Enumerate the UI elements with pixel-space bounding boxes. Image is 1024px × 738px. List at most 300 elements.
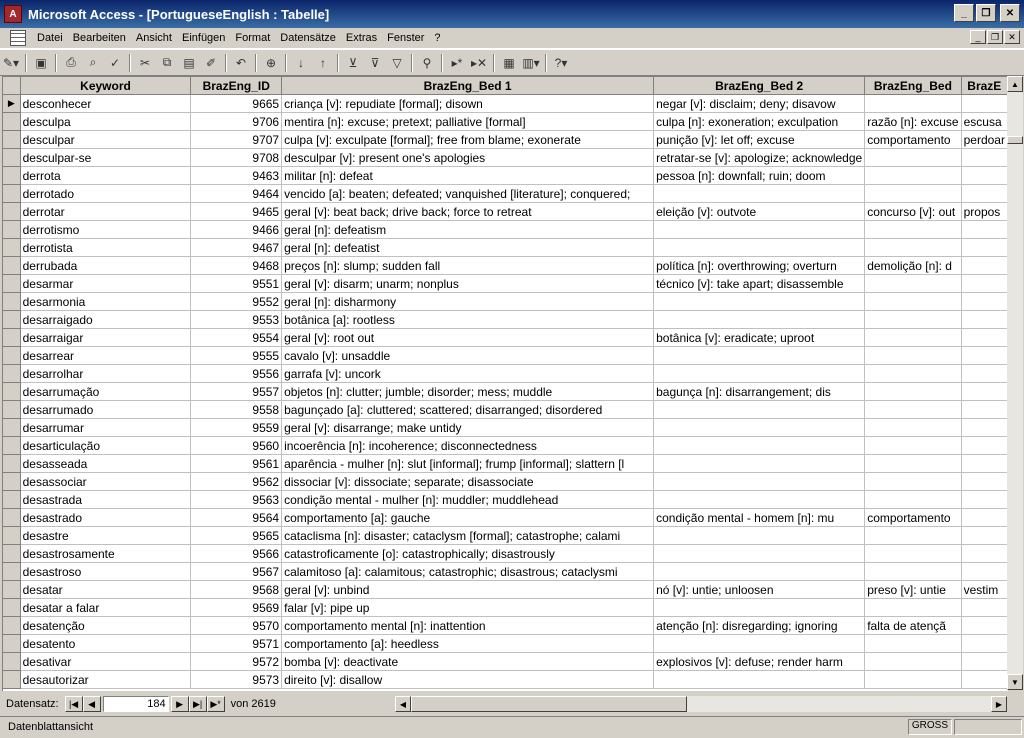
table-cell[interactable]: [865, 239, 961, 257]
table-cell[interactable]: eleição [v]: outvote: [654, 203, 865, 221]
scroll-down-icon[interactable]: ▼: [1007, 674, 1023, 690]
table-cell[interactable]: 9559: [191, 419, 282, 437]
table-cell[interactable]: catastroficamente [o]: catastrophically; disastrously: [282, 545, 654, 563]
table-cell[interactable]: 9467: [191, 239, 282, 257]
table-cell[interactable]: desatar a falar: [20, 599, 191, 617]
table-row[interactable]: [3, 347, 1008, 365]
access-key-icon[interactable]: A: [4, 5, 22, 23]
table-cell[interactable]: [961, 293, 1007, 311]
table-row[interactable]: [3, 167, 1008, 185]
find-icon[interactable]: ⚲: [422, 55, 432, 70]
record-selector[interactable]: [3, 491, 20, 509]
table-cell[interactable]: condição mental - homem [n]: mu: [654, 509, 865, 527]
column-header-bed2[interactable]: BrazEng_Bed 2: [654, 77, 865, 95]
table-cell[interactable]: atenção [n]: disregarding; ignoring: [654, 617, 865, 635]
record-selector[interactable]: [3, 473, 20, 491]
table-cell[interactable]: comportamento [a]: gauche: [282, 509, 654, 527]
table-cell[interactable]: 9572: [191, 653, 282, 671]
table-cell[interactable]: [865, 401, 961, 419]
record-selector[interactable]: [3, 545, 20, 563]
menu-datei[interactable]: Datei: [37, 32, 63, 44]
table-cell[interactable]: [961, 185, 1007, 203]
table-cell[interactable]: aparência - mulher [n]: slut [informal]; frump [informal]; slattern [l: [282, 455, 654, 473]
table-cell[interactable]: 9555: [191, 347, 282, 365]
table-cell[interactable]: geral [v]: beat back; drive back; force to retreat: [282, 203, 654, 221]
table-cell[interactable]: perdoar: [961, 131, 1007, 149]
table-cell[interactable]: falar [v]: pipe up: [282, 599, 654, 617]
table-cell[interactable]: [654, 401, 865, 419]
table-cell[interactable]: 9564: [191, 509, 282, 527]
menu-ansicht[interactable]: Ansicht: [135, 32, 172, 44]
properties-icon[interactable]: ▦: [503, 55, 515, 70]
record-selector[interactable]: [3, 239, 20, 257]
table-cell[interactable]: [961, 437, 1007, 455]
table-cell[interactable]: geral [v]: disarrange; make untidy: [282, 419, 654, 437]
table-row[interactable]: [3, 545, 1008, 563]
table-cell[interactable]: [654, 365, 865, 383]
table-cell[interactable]: desativar: [20, 653, 191, 671]
next-record-icon[interactable]: ▶: [171, 696, 189, 712]
table-cell[interactable]: [961, 419, 1007, 437]
table-row[interactable]: [3, 149, 1008, 167]
table-cell[interactable]: política [n]: overthrowing; overturn: [654, 257, 865, 275]
table-cell[interactable]: vestim: [961, 581, 1007, 599]
table-row[interactable]: [3, 185, 1008, 203]
record-selector[interactable]: [3, 203, 20, 221]
table-row[interactable]: [3, 203, 1008, 221]
table-cell[interactable]: [961, 239, 1007, 257]
undo-icon[interactable]: ↶: [235, 55, 247, 70]
table-cell[interactable]: desarticulação: [20, 437, 191, 455]
table-cell[interactable]: garrafa [v]: uncork: [282, 365, 654, 383]
table-cell[interactable]: 9463: [191, 167, 282, 185]
table-cell[interactable]: 9557: [191, 383, 282, 401]
doc-restore-icon[interactable]: ❐: [987, 30, 1003, 44]
table-row[interactable]: [3, 311, 1008, 329]
datasheet-icon[interactable]: [10, 30, 26, 46]
table-cell[interactable]: [961, 509, 1007, 527]
table-cell[interactable]: [961, 95, 1007, 113]
table-cell[interactable]: [961, 383, 1007, 401]
table-row[interactable]: [3, 383, 1008, 401]
last-record-icon[interactable]: ▶|: [189, 696, 207, 712]
menu-format[interactable]: Format: [235, 32, 271, 44]
table-cell[interactable]: [961, 527, 1007, 545]
table-cell[interactable]: [865, 293, 961, 311]
table-cell[interactable]: desastrado: [20, 509, 191, 527]
table-cell[interactable]: 9569: [191, 599, 282, 617]
table-cell[interactable]: desarraigado: [20, 311, 191, 329]
table-cell[interactable]: [961, 599, 1007, 617]
record-selector[interactable]: [3, 437, 20, 455]
table-cell[interactable]: 9571: [191, 635, 282, 653]
table-cell[interactable]: [961, 491, 1007, 509]
table-cell[interactable]: [961, 275, 1007, 293]
table-cell[interactable]: desarrumação: [20, 383, 191, 401]
database-window-icon[interactable]: ▥▾: [522, 55, 540, 70]
table-cell[interactable]: [654, 221, 865, 239]
menu-datensaetze[interactable]: Datensätze: [280, 32, 336, 44]
table-cell[interactable]: falta de atençã: [865, 617, 961, 635]
delete-record-icon[interactable]: ▸✕: [470, 55, 488, 70]
menu-help[interactable]: ?: [434, 32, 441, 44]
table-row[interactable]: [3, 653, 1008, 671]
table-cell[interactable]: geral [v]: root out: [282, 329, 654, 347]
horizontal-scroll-track[interactable]: [687, 696, 991, 712]
table-cell[interactable]: [654, 293, 865, 311]
filter-selection-icon[interactable]: ⊻: [348, 55, 358, 70]
table-cell[interactable]: preços [n]: slump; sudden fall: [282, 257, 654, 275]
table-cell[interactable]: comportamento [a]: heedless: [282, 635, 654, 653]
help-icon[interactable]: ?▾: [554, 55, 568, 70]
table-cell[interactable]: [961, 149, 1007, 167]
table-cell[interactable]: desassociar: [20, 473, 191, 491]
table-row[interactable]: [3, 617, 1008, 635]
table-cell[interactable]: [961, 311, 1007, 329]
table-cell[interactable]: incoerência [n]: incoherence; disconnectedness: [282, 437, 654, 455]
table-cell[interactable]: bagunça [n]: disarrangement; dis: [654, 383, 865, 401]
table-cell[interactable]: [865, 347, 961, 365]
column-header-bed3[interactable]: BrazEng_Bed: [865, 77, 961, 95]
table-cell[interactable]: botânica [v]: eradicate; uproot: [654, 329, 865, 347]
table-cell[interactable]: [865, 599, 961, 617]
new-record-nav-icon[interactable]: ▶*: [207, 696, 225, 712]
table-cell[interactable]: desarrumado: [20, 401, 191, 419]
record-selector[interactable]: [3, 671, 20, 689]
table-cell[interactable]: culpa [v]: exculpate [formal]; free from blame; exonerate: [282, 131, 654, 149]
table-cell[interactable]: [961, 563, 1007, 581]
table-cell[interactable]: [654, 185, 865, 203]
table-cell[interactable]: desculpar: [20, 131, 191, 149]
table-row[interactable]: [3, 491, 1008, 509]
cut-icon[interactable]: ✂: [139, 55, 151, 70]
table-cell[interactable]: [865, 653, 961, 671]
table-cell[interactable]: 9556: [191, 365, 282, 383]
table-row[interactable]: [3, 455, 1008, 473]
table-cell[interactable]: [865, 329, 961, 347]
table-cell[interactable]: [961, 635, 1007, 653]
table-row[interactable]: [3, 95, 1008, 113]
table-cell[interactable]: derrotar: [20, 203, 191, 221]
table-cell[interactable]: [961, 473, 1007, 491]
table-row[interactable]: [3, 221, 1008, 239]
close-icon[interactable]: ✕: [1000, 4, 1020, 22]
table-cell[interactable]: nó [v]: untie; unloosen: [654, 581, 865, 599]
table-row[interactable]: [3, 293, 1008, 311]
table-cell[interactable]: comportamento: [865, 509, 961, 527]
table-cell[interactable]: desatenção: [20, 617, 191, 635]
table-cell[interactable]: [865, 473, 961, 491]
record-selector[interactable]: [3, 347, 20, 365]
table-cell[interactable]: técnico [v]: take apart; disassemble: [654, 275, 865, 293]
table-cell[interactable]: [865, 95, 961, 113]
table-row[interactable]: [3, 401, 1008, 419]
format-painter-icon[interactable]: ✐: [205, 55, 217, 70]
table-cell[interactable]: calamitoso [a]: calamitous; catastrophic; disastrous; cataclysmi: [282, 563, 654, 581]
prev-record-icon[interactable]: ◀: [83, 696, 101, 712]
table-row[interactable]: [3, 257, 1008, 275]
table-cell[interactable]: geral [n]: defeatist: [282, 239, 654, 257]
table-cell[interactable]: [961, 257, 1007, 275]
horizontal-scrollbar[interactable]: [395, 696, 1007, 712]
table-cell[interactable]: [865, 419, 961, 437]
table-cell[interactable]: punição [v]: let off; excuse: [654, 131, 865, 149]
table-cell[interactable]: [865, 491, 961, 509]
table-cell[interactable]: [654, 635, 865, 653]
table-cell[interactable]: 9558: [191, 401, 282, 419]
sort-asc-icon[interactable]: ↓: [298, 55, 304, 70]
table-cell[interactable]: [865, 275, 961, 293]
record-selector[interactable]: [3, 527, 20, 545]
table-cell[interactable]: derrotado: [20, 185, 191, 203]
table-row[interactable]: [3, 437, 1008, 455]
column-header-keyword[interactable]: Keyword: [20, 77, 191, 95]
table-cell[interactable]: objetos [n]: clutter; jumble; disorder; mess; muddle: [282, 383, 654, 401]
table-cell[interactable]: comportamento: [865, 131, 961, 149]
table-cell[interactable]: desastroso: [20, 563, 191, 581]
paste-icon[interactable]: ▤: [183, 55, 195, 70]
table-cell[interactable]: derrota: [20, 167, 191, 185]
table-cell[interactable]: bomba [v]: deactivate: [282, 653, 654, 671]
table-cell[interactable]: [654, 599, 865, 617]
table-cell[interactable]: desarrear: [20, 347, 191, 365]
table-cell[interactable]: demolição [n]: d: [865, 257, 961, 275]
table-row[interactable]: [3, 365, 1008, 383]
record-selector[interactable]: [3, 455, 20, 473]
table-row[interactable]: [3, 599, 1008, 617]
record-selector[interactable]: [3, 185, 20, 203]
table-cell[interactable]: [961, 545, 1007, 563]
table-cell[interactable]: criança [v]: repudiate [formal]; disown: [282, 95, 654, 113]
table-cell[interactable]: desarrolhar: [20, 365, 191, 383]
sort-desc-icon[interactable]: ↑: [320, 55, 326, 70]
table-cell[interactable]: 9551: [191, 275, 282, 293]
table-cell[interactable]: geral [n]: defeatism: [282, 221, 654, 239]
table-cell[interactable]: 9553: [191, 311, 282, 329]
column-header-bed4[interactable]: BrazE: [961, 77, 1007, 95]
table-row[interactable]: [3, 419, 1008, 437]
record-selector[interactable]: [3, 419, 20, 437]
table-cell[interactable]: [961, 653, 1007, 671]
print-icon[interactable]: ⎙: [66, 55, 76, 69]
table-cell[interactable]: 9561: [191, 455, 282, 473]
table-cell[interactable]: [654, 455, 865, 473]
column-header-bed1[interactable]: BrazEng_Bed 1: [282, 77, 654, 95]
table-cell[interactable]: desarmar: [20, 275, 191, 293]
table-cell[interactable]: 9566: [191, 545, 282, 563]
record-selector[interactable]: [3, 365, 20, 383]
table-cell[interactable]: [654, 437, 865, 455]
table-cell[interactable]: [865, 545, 961, 563]
table-cell[interactable]: [865, 185, 961, 203]
table-cell[interactable]: desautorizar: [20, 671, 191, 689]
table-row[interactable]: [3, 563, 1008, 581]
record-selector[interactable]: [3, 257, 20, 275]
table-cell[interactable]: desatento: [20, 635, 191, 653]
select-all-corner[interactable]: [3, 77, 20, 95]
table-cell[interactable]: negar [v]: disclaim; deny; disavow: [654, 95, 865, 113]
table-cell[interactable]: [961, 329, 1007, 347]
table-cell[interactable]: direito [v]: disallow: [282, 671, 654, 689]
table-cell[interactable]: 9567: [191, 563, 282, 581]
table-row[interactable]: [3, 275, 1008, 293]
table-cell[interactable]: geral [v]: disarm; unarm; nonplus: [282, 275, 654, 293]
record-selector[interactable]: [3, 383, 20, 401]
table-cell[interactable]: dissociar [v]: dissociate; separate; disassociate: [282, 473, 654, 491]
table-cell[interactable]: desastrada: [20, 491, 191, 509]
table-cell[interactable]: cavalo [v]: unsaddle: [282, 347, 654, 365]
table-cell[interactable]: [865, 527, 961, 545]
table-cell[interactable]: razão [n]: excuse: [865, 113, 961, 131]
table-cell[interactable]: [961, 401, 1007, 419]
table-cell[interactable]: 9464: [191, 185, 282, 203]
table-row[interactable]: [3, 671, 1008, 689]
table-cell[interactable]: 9465: [191, 203, 282, 221]
table-cell[interactable]: [865, 221, 961, 239]
table-cell[interactable]: [865, 671, 961, 689]
table-cell[interactable]: culpa [n]: exoneration; exculpation: [654, 113, 865, 131]
save-icon[interactable]: ▣: [35, 55, 47, 70]
table-cell[interactable]: 9568: [191, 581, 282, 599]
table-cell[interactable]: cataclisma [n]: disaster; cataclysm [formal]; catastrophe; calami: [282, 527, 654, 545]
table-cell[interactable]: [654, 239, 865, 257]
copy-icon[interactable]: ⧉: [162, 55, 172, 69]
hyperlink-icon[interactable]: ⊕: [265, 55, 277, 70]
table-cell[interactable]: [865, 167, 961, 185]
table-cell[interactable]: retratar-se [v]: apologize; acknowledge: [654, 149, 865, 167]
record-selector[interactable]: [3, 149, 20, 167]
table-row[interactable]: [3, 635, 1008, 653]
record-selector[interactable]: [3, 509, 20, 527]
horizontal-scroll-thumb[interactable]: [411, 696, 687, 712]
table-cell[interactable]: escusa: [961, 113, 1007, 131]
table-cell[interactable]: desarmonia: [20, 293, 191, 311]
column-header-id[interactable]: BrazEng_ID: [191, 77, 282, 95]
table-cell[interactable]: 9466: [191, 221, 282, 239]
record-selector[interactable]: [3, 563, 20, 581]
table-cell[interactable]: derrubada: [20, 257, 191, 275]
record-selector[interactable]: [3, 617, 20, 635]
table-cell[interactable]: [865, 383, 961, 401]
table-cell[interactable]: 9552: [191, 293, 282, 311]
table-cell[interactable]: [654, 563, 865, 581]
table-cell[interactable]: 9708: [191, 149, 282, 167]
table-cell[interactable]: [961, 167, 1007, 185]
menu-fenster[interactable]: Fenster: [387, 32, 425, 44]
table-cell[interactable]: [865, 635, 961, 653]
spellcheck-icon[interactable]: ✓: [109, 55, 121, 70]
record-selector[interactable]: [3, 311, 20, 329]
table-cell[interactable]: propos: [961, 203, 1007, 221]
table-cell[interactable]: 9554: [191, 329, 282, 347]
table-cell[interactable]: [961, 221, 1007, 239]
record-selector[interactable]: [3, 275, 20, 293]
table-cell[interactable]: [865, 455, 961, 473]
table-cell[interactable]: [654, 545, 865, 563]
table-cell[interactable]: [654, 347, 865, 365]
table-cell[interactable]: [654, 527, 865, 545]
table-cell[interactable]: [865, 365, 961, 383]
table-cell[interactable]: [961, 347, 1007, 365]
table-cell[interactable]: desculpa: [20, 113, 191, 131]
table-cell[interactable]: bagunçado [a]: cluttered; scattered; disarranged; disordered: [282, 401, 654, 419]
table-cell[interactable]: militar [n]: defeat: [282, 167, 654, 185]
record-selector[interactable]: [3, 167, 20, 185]
current-record-indicator[interactable]: ▶: [3, 95, 20, 113]
scroll-up-icon[interactable]: ▲: [1007, 76, 1023, 92]
record-selector[interactable]: [3, 221, 20, 239]
table-cell[interactable]: desculpar-se: [20, 149, 191, 167]
table-cell[interactable]: pessoa [n]: downfall; ruin; doom: [654, 167, 865, 185]
table-cell[interactable]: [654, 491, 865, 509]
restore-icon[interactable]: ❐: [976, 4, 996, 22]
table-row[interactable]: [3, 581, 1008, 599]
table-cell[interactable]: comportamento mental [n]: inattention: [282, 617, 654, 635]
table-row[interactable]: [3, 131, 1008, 149]
table-cell[interactable]: 9665: [191, 95, 282, 113]
menu-einfuegen[interactable]: Einfügen: [181, 32, 226, 44]
table-row[interactable]: [3, 473, 1008, 491]
table-cell[interactable]: botânica [a]: rootless: [282, 311, 654, 329]
scroll-left-icon[interactable]: ◀: [395, 696, 411, 712]
table-cell[interactable]: [865, 437, 961, 455]
table-cell[interactable]: desculpar [v]: present one's apologies: [282, 149, 654, 167]
table-cell[interactable]: 9570: [191, 617, 282, 635]
record-selector[interactable]: [3, 131, 20, 149]
table-cell[interactable]: desasseada: [20, 455, 191, 473]
record-selector[interactable]: [3, 401, 20, 419]
table-cell[interactable]: desatar: [20, 581, 191, 599]
table-cell[interactable]: [961, 617, 1007, 635]
menu-extras[interactable]: Extras: [345, 32, 378, 44]
filter-form-icon[interactable]: ⊽: [370, 55, 380, 70]
table-cell[interactable]: [654, 473, 865, 491]
table-cell[interactable]: preso [v]: untie: [865, 581, 961, 599]
table-cell[interactable]: desastre: [20, 527, 191, 545]
table-cell[interactable]: [865, 149, 961, 167]
print-preview-icon[interactable]: ⌕: [89, 55, 97, 69]
table-cell[interactable]: [654, 419, 865, 437]
table-cell[interactable]: derrotista: [20, 239, 191, 257]
doc-minimize-icon[interactable]: _: [970, 30, 986, 44]
doc-close-icon[interactable]: ✕: [1004, 30, 1020, 44]
table-cell[interactable]: desconhecer: [20, 95, 191, 113]
record-selector[interactable]: [3, 113, 20, 131]
table-cell[interactable]: mentira [n]: excuse; pretext; palliative [formal]: [282, 113, 654, 131]
apply-filter-icon[interactable]: ▽: [392, 55, 402, 70]
table-cell[interactable]: 9560: [191, 437, 282, 455]
table-cell[interactable]: 9706: [191, 113, 282, 131]
table-cell[interactable]: 9573: [191, 671, 282, 689]
table-cell[interactable]: desarrumar: [20, 419, 191, 437]
table-cell[interactable]: desarraigar: [20, 329, 191, 347]
table-cell[interactable]: [865, 563, 961, 581]
record-selector[interactable]: [3, 329, 20, 347]
vertical-scrollbar[interactable]: [1007, 76, 1023, 690]
first-record-icon[interactable]: |◀: [65, 696, 83, 712]
table-cell[interactable]: [961, 455, 1007, 473]
menu-bearbeiten[interactable]: Bearbeiten: [72, 32, 126, 44]
table-cell[interactable]: [654, 671, 865, 689]
record-selector[interactable]: [3, 581, 20, 599]
view-icon[interactable]: ✎▾: [2, 55, 20, 70]
table-row[interactable]: [3, 113, 1008, 131]
record-number-input[interactable]: [103, 696, 169, 712]
table-row[interactable]: [3, 509, 1008, 527]
table-cell[interactable]: condição mental - mulher [n]: muddler; muddlehead: [282, 491, 654, 509]
minimize-icon[interactable]: _: [954, 4, 974, 22]
table-cell[interactable]: [865, 311, 961, 329]
